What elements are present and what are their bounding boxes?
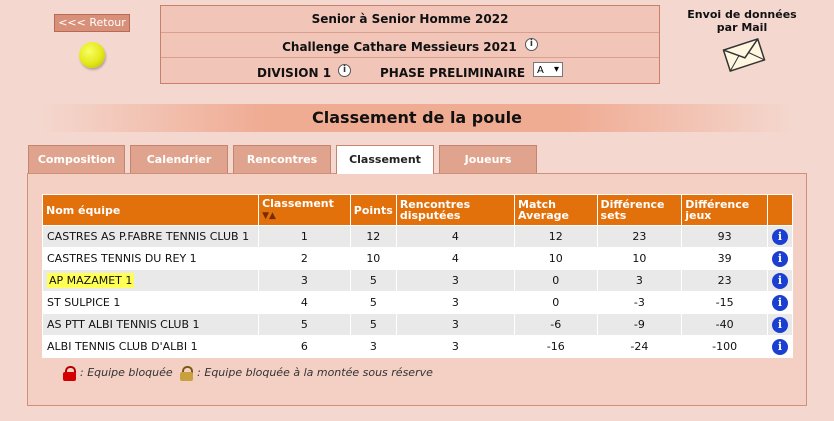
- games-diff: 23: [682, 270, 768, 292]
- played: 3: [396, 314, 514, 336]
- rank: 6: [259, 336, 351, 358]
- sets-diff: -24: [597, 336, 682, 358]
- info-icon[interactable]: i: [525, 38, 538, 51]
- table-row: [43, 270, 793, 292]
- highlighted-team: AP MAZAMET 1: [49, 274, 133, 287]
- red-lock-icon: [63, 367, 76, 379]
- played: 3: [396, 292, 514, 314]
- phase-label: PHASE PRELIMINAIRE: [380, 66, 526, 80]
- col-sets-diff[interactable]: Différence sets: [597, 195, 682, 226]
- table-row: [43, 292, 793, 314]
- ranking-table: [42, 194, 793, 358]
- tab-classement[interactable]: Classement: [336, 145, 434, 174]
- sort-arrows-icon[interactable]: ▼▲: [262, 211, 276, 221]
- mail-title: Envoi de données par Mail: [687, 8, 797, 34]
- team-name[interactable]: CASTRES AS P.FABRE TENNIS CLUB 1: [43, 226, 259, 248]
- competition-header: [160, 5, 660, 84]
- rank: 1: [259, 226, 351, 248]
- games-diff: -15: [682, 292, 768, 314]
- page-title: Classement de la poule: [38, 104, 796, 132]
- points: 5: [350, 314, 396, 336]
- col-team[interactable]: Nom équipe: [43, 195, 259, 226]
- team-name[interactable]: ST SULPICE 1: [43, 292, 259, 314]
- rank: 2: [259, 248, 351, 270]
- sets-diff: 3: [597, 270, 682, 292]
- col-games-diff[interactable]: Différence jeux: [682, 195, 768, 226]
- points: 3: [350, 336, 396, 358]
- match-average: 10: [515, 248, 598, 270]
- games-diff: 39: [682, 248, 768, 270]
- back-button[interactable]: <<< Retour: [54, 14, 130, 32]
- tab-rencontres[interactable]: Rencontres: [233, 145, 331, 173]
- table-row: [43, 336, 793, 358]
- team-name[interactable]: CASTRES TENNIS DU REY 1: [43, 248, 259, 270]
- poule-select[interactable]: [533, 62, 563, 77]
- chevron-down-icon: ▾: [553, 64, 559, 75]
- rank: 3: [259, 270, 351, 292]
- played: 4: [396, 226, 514, 248]
- team-name[interactable]: ALBI TENNIS CLUB D'ALBI 1: [43, 336, 259, 358]
- match-average: -6: [515, 314, 598, 336]
- played: 4: [396, 248, 514, 270]
- played: 3: [396, 336, 514, 358]
- rank: 4: [259, 292, 351, 314]
- tab-calendrier[interactable]: Calendrier: [130, 145, 228, 173]
- games-diff: 93: [682, 226, 768, 248]
- table-row: [43, 226, 793, 248]
- legend-blocked: : Equipe bloquée: [80, 366, 173, 379]
- col-rank[interactable]: [259, 195, 351, 226]
- points: 5: [350, 292, 396, 314]
- match-average: -16: [515, 336, 598, 358]
- envelope-icon[interactable]: [722, 38, 766, 72]
- legend: [63, 366, 433, 379]
- games-diff: -100: [682, 336, 768, 358]
- col-match-average[interactable]: Match Average: [515, 195, 598, 226]
- sets-diff: 10: [597, 248, 682, 270]
- table-row: [43, 314, 793, 336]
- competition-title: Senior à Senior Homme 2022: [311, 12, 509, 26]
- gold-lock-icon: [180, 367, 193, 379]
- sets-diff: -9: [597, 314, 682, 336]
- sets-diff: -3: [597, 292, 682, 314]
- info-icon[interactable]: i: [772, 273, 788, 289]
- info-icon[interactable]: i: [772, 295, 788, 311]
- poule-select-value: A: [537, 65, 544, 76]
- points: 5: [350, 270, 396, 292]
- tennis-ball-icon: [79, 42, 105, 68]
- table-row: [43, 248, 793, 270]
- division-label: DIVISION 1: [257, 66, 332, 80]
- rank: 5: [259, 314, 351, 336]
- match-average: 0: [515, 270, 598, 292]
- match-average: 12: [515, 226, 598, 248]
- col-info: [767, 195, 792, 226]
- challenge-name: Challenge Cathare Messieurs 2021: [282, 40, 517, 54]
- team-name[interactable]: [43, 270, 259, 292]
- tab-joueurs[interactable]: Joueurs: [439, 145, 537, 173]
- info-icon[interactable]: i: [772, 339, 788, 355]
- team-name[interactable]: AS PTT ALBI TENNIS CLUB 1: [43, 314, 259, 336]
- col-rank-label: Classement: [262, 197, 334, 210]
- tab-composition[interactable]: Composition: [28, 145, 125, 173]
- info-icon[interactable]: i: [772, 317, 788, 333]
- legend-blocked-promo: : Equipe bloquée à la montée sous réserve: [197, 366, 433, 379]
- sets-diff: 23: [597, 226, 682, 248]
- col-played[interactable]: Rencontres disputées: [396, 195, 514, 226]
- info-icon[interactable]: i: [772, 229, 788, 245]
- match-average: 0: [515, 292, 598, 314]
- col-points[interactable]: Points: [350, 195, 396, 226]
- division-info-icon[interactable]: i: [338, 64, 351, 77]
- games-diff: -40: [682, 314, 768, 336]
- info-icon[interactable]: i: [772, 251, 788, 267]
- played: 3: [396, 270, 514, 292]
- points: 12: [350, 226, 396, 248]
- points: 10: [350, 248, 396, 270]
